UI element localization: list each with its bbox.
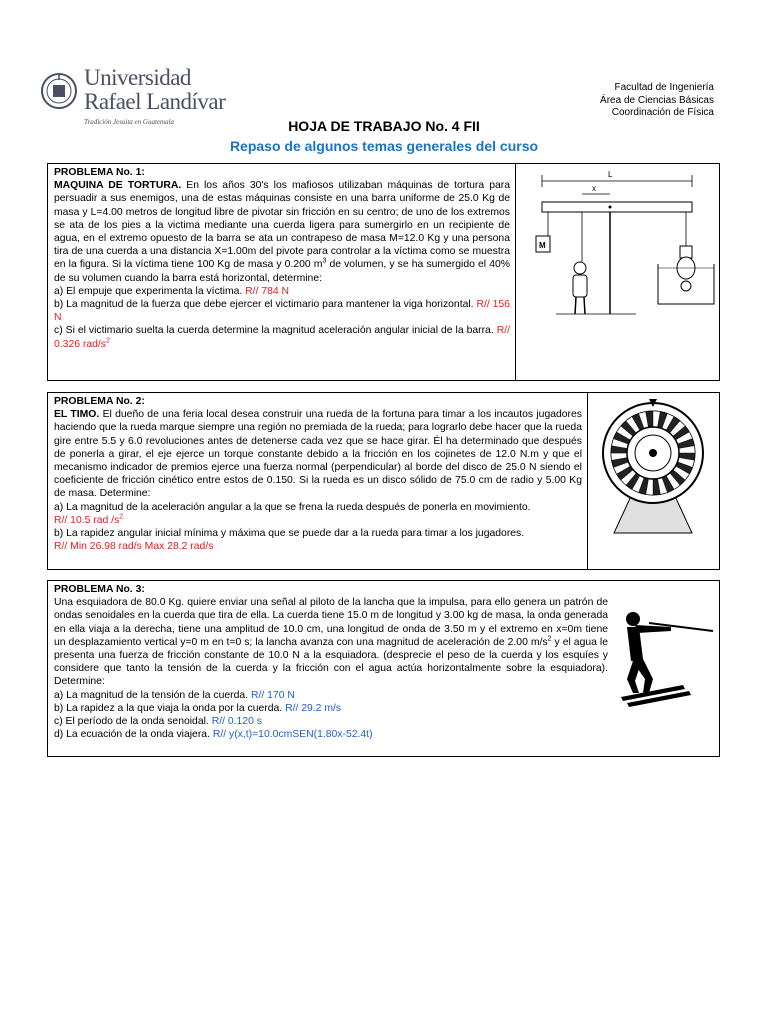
fortune-wheel-icon — [588, 393, 718, 569]
label-x: x — [592, 184, 596, 193]
question-c: c) El período de la onda senoidal. — [54, 716, 209, 728]
question-c: c) Si el victimario suelta la cuerda determine la magnitud aceleración angular inicial de la barra. — [54, 325, 494, 337]
answer-b: R// Min 26.98 rad/s Max 28.2 rad/s — [54, 541, 214, 553]
university-tagline: Tradición Jesuita en Guatemala — [84, 118, 175, 126]
label-M: M — [539, 241, 546, 250]
problem-2-box — [47, 392, 720, 570]
problem-3-text: PROBLEMA No. 3: Una esquiadora de 80.0 Kg. quiere enviar una señal al piloto de la lancha que la impulsa, para ello genera un patrón de ondas senoidales en la cuerda que tira de ella. La cuerda tiene 15.0 m de longitud y 3.00 kg de masa, la onda generada en ella viaja a la derecha, tiene una amplitud de 10.0 cm, una longitud de onda de 3.50 m y el extremo en x=0m tiene un desplazamiento vertical y=0 m en t=0 s; la lancha avanza con una magnitud de aceleración de 2.00 $m/s^2$ y el agua le presenta una fuerza de fricción constante de 10.0 N a la esquiadora. (desprecie el peso de la cuerda y los esquíes y considere que tanto la tensión de la cuerda y la fricción con el agua actúa horizontalmente sobre la esquiadora). Determine: a) La magnitud de la tensión de la cuerda. R// 170 N b) La rapidez a la que viaja la onda por la cuerda. R// 29.2 m/s c) El período de la onda senoidal. R// 0.120 s d) La ecuación de la onda viajera. R// y(x,t)=10.0cmSEN(1.80x-52.4t) — [54, 584, 608, 741]
problem-1-text: PROBLEMA No. 1: MAQUINA DE TORTURA. En los años 30's los mafiosos utilizaban máquinas de tortura para persuadir a sus enemigos, una de estas máquinas consiste en una barra uniforme de 25.0 Kg de masa y L=4.00 metros de longitud libre de pivotar sin fricción en su centro; de uno de los extremos se ata de los pies a la victima mediante una cuerda ligera para sumergirlo en un recipiente de agua, en el extremo opuesto de la barra se ata un contrapeso de masa M=12.0 Kg y una persona tira de una cuerda a una distancia X=1.00m del pivote para controlar a la víctima como se muestra en la figura. Si la víctima tiene 100 Kg de masa y 0.200 $m^3$ de volumen, y se ha sumergido el 40% de su volumen cuando la barra está horizontal, determine: a) El empuje que experimenta la víctima. R// 784 N b) La magnitud de la fuerza que debe ejercer el victimario para mantener la viga horizontal. R// 156 N c) Si el victimario suelta la cuerda determine la magnitud aceleración angular inicial de la barra. R// 0.326 rad/$s^2$ — [54, 167, 510, 350]
problem-name: MAQUINA DE TORTURA. — [54, 180, 182, 192]
question-a: a) La magnitud de la aceleración angular a la que se frena la rueda después de ponerla en movimiento. — [54, 501, 531, 513]
university-seal-icon — [40, 66, 78, 116]
problem-heading: PROBLEMA No. 1: — [54, 167, 145, 178]
water-skier-figure — [609, 581, 719, 756]
label-L: L — [608, 170, 613, 179]
answer-d: R// y(x,t)=10.0cmSEN(1.80x-52.4t) — [212, 729, 373, 741]
question-a: a) El empuje que experimenta la víctima. — [54, 285, 243, 297]
problem-1-box — [47, 163, 720, 381]
problem-name: EL TIMO. — [54, 409, 100, 421]
fortune-wheel-figure — [587, 393, 719, 569]
problem-3-box — [47, 580, 720, 757]
answer-c: R// 0.120 s — [211, 716, 262, 728]
problem-statement: En los años 30's los mafiosos utilizaban máquinas de tortura para persuadir a sus enemigos, una de estas máquinas consiste en una barra uniforme de 25.0 Kg de masa y L=4.00 metros de longitud libre de pivotar sin fricción en su centro; de uno de los extremos se ata de los pies a la victima mediante una cuerda ligera para sumergirlo en un recipiente de agua, en el extremo opuesto de la barra se ata un contrapeso de masa M=12.0 Kg y una persona tira de una cuerda a una distancia X=1.00m del pivote para controlar a la víctima como se muestra en la figura. Si la víctima tiene 100 Kg de masa y 0.200 m — [54, 180, 510, 271]
answer-c: R// 0.326 rad/$s^2$ — [54, 325, 510, 350]
water-skier-icon — [609, 581, 717, 756]
answer-b: R// 29.2 m/s — [285, 702, 342, 714]
problem-statement: El dueño de una feria local desea construir una rueda de la fortuna para timar a los incautos jugadores haciendo que la rueda marque siempre una región no premiada de la rueda; para lograrlo debe hacer que la rueda gire entre 5.5 y 6.0 revoluciones antes de detenerse cada vez que se hace girar. Él ha determinado que después de ponerla a girar, el eje ejerce un torque constante debido a la fricción en los cojinetes de 12.0 N.m y que el mecanismo indicador de premios ejerce una fuerza normal (perpendicular) al borde del disco de 25.0 N siendo el coeficiente de fricción cinético entre estos de 0.150. Si la rueda es un disco sólido de 75.0 cm de radio y 5.00 Kg de masa. Determine: — [54, 409, 582, 500]
question-b: b) La rapidez angular inicial mínima y máxima que se puede dar a la rueda para timar a los jugadores. — [54, 528, 525, 540]
answer-b: R// 156 N — [54, 299, 510, 324]
page-subtitle: Repaso de algunos temas generales del curso — [229, 138, 539, 154]
answer-a: R// 170 N — [250, 689, 295, 701]
question-a: a) La magnitud de la tensión de la cuerda. — [54, 689, 249, 701]
faculty-info — [600, 82, 714, 120]
faculty-line: Coordinación de Física — [611, 107, 714, 118]
university-name: Universidad Rafael Landívar — [84, 65, 226, 114]
question-d: d) La ecuación de la onda viajera. — [54, 729, 210, 741]
problem-2-text — [54, 395, 582, 553]
answer-a: R// 10.5 rad $/s^2$ — [54, 513, 124, 526]
problem-heading: PROBLEMA No. 2: — [54, 396, 145, 407]
question-b: b) La rapidez a la que viaja la onda por la cuerda. — [54, 702, 283, 714]
faculty-line: Área de Ciencias Básicas — [600, 94, 714, 106]
torture-machine-figure — [515, 164, 719, 380]
answer-a: R// 784 N — [245, 285, 290, 297]
question-b: b) La magnitud de la fuerza que debe ejercer el victimario para mantener la viga horizontal. — [54, 299, 474, 311]
faculty-line: Facultad de Ingeniería — [614, 82, 714, 93]
page-title: HOJA DE TRABAJO No. 4 FII — [288, 118, 480, 134]
problem-statement: Una esquiadora de 80.0 Kg. quiere enviar una señal al piloto de la lancha que la impulsa, para ello genera un patrón de ondas senoidales en la cuerda que tira de ella. La cuerda tiene 15.0 m de longitud y 3.00 kg de masa, la onda generada en ella viaja a la derecha, tiene una amplitud de 10.0 cm, una longitud de onda de 3.50 m y el extremo en x=0m tiene un desplazamiento vertical y=0 m en t=0 s; la lancha avanza con una magnitud de aceleración de 2.00 m/s — [54, 597, 608, 648]
problem-heading: PROBLEMA No. 3: — [54, 584, 145, 595]
